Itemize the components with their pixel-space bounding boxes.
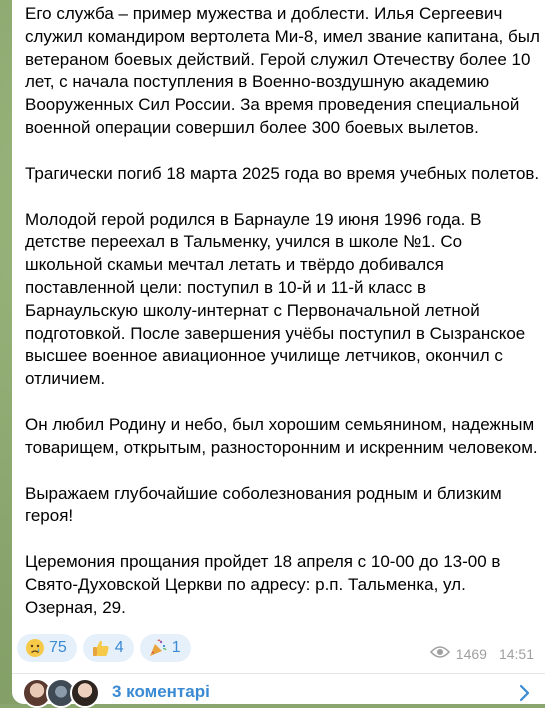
reaction-crying[interactable] bbox=[17, 634, 77, 662]
message-paragraph: Трагически погиб 18 марта 2025 года во время учебных полетов. bbox=[25, 163, 540, 183]
comments-button[interactable] bbox=[12, 674, 545, 704]
reaction-count: 1 bbox=[171, 639, 181, 656]
eye-icon bbox=[430, 645, 450, 662]
chevron-right-icon bbox=[519, 684, 531, 702]
crying-face-icon bbox=[25, 638, 45, 658]
comments-label: 3 коментарі bbox=[112, 682, 210, 701]
reactions-bar bbox=[17, 634, 191, 662]
reaction-party[interactable] bbox=[140, 634, 191, 662]
thumbs-up-icon bbox=[91, 638, 111, 658]
message-paragraph: Молодой герой родился в Барнауле 19 июня 1996 года. В детстве переехал в Тальменку, учился в школе №1. Со школьной скамьи мечтал летать и твёрдо добивался поставленной цели: поступил в 10-й и 11-й класс в Барнаульскую школу-интернат с Первоначальной летной подготовкой. После завершения учёбы поступил в Сызранское высшее военное авиационное училище летчиков, окончил с отличием. bbox=[25, 209, 526, 389]
message-meta bbox=[430, 645, 534, 662]
message-text bbox=[25, 3, 540, 620]
message-paragraph: Его служба – пример мужества и доблести. Илья Сергеевич служил командиром вертолета Ми-8, имел звание капитана, был ветераном боевых действий. Герой служил Отечеству более 10 лет, с начала поступления в Военно-воздушную академию Вооруженных Сил России. За время проведения специальной военной операции совершил более 300 боевых вылетов. bbox=[25, 4, 540, 137]
party-popper-icon bbox=[148, 638, 168, 658]
message-paragraph: Выражаем глубочайшие соболезнования родным и близким героя! bbox=[25, 483, 502, 526]
message-time: 14:51 bbox=[498, 645, 534, 662]
reaction-count: 4 bbox=[114, 639, 124, 656]
message-bubble bbox=[12, 0, 545, 704]
views-count: 1469 bbox=[455, 645, 487, 662]
reaction-count: 75 bbox=[49, 639, 67, 656]
reaction-thumbs-up[interactable] bbox=[83, 634, 134, 662]
message-paragraph: Церемония прощания пройдет 18 апреля с 10-00 до 13-00 в Свято-Духовской Церкви по адресу: р.п. Тальменка, ул. Озерная, 29. bbox=[25, 552, 501, 617]
message-paragraph: Он любил Родину и небо, был хорошим семьянином, надежным товарищем, открытым, разносторонним и искренним человеком. bbox=[25, 414, 538, 457]
